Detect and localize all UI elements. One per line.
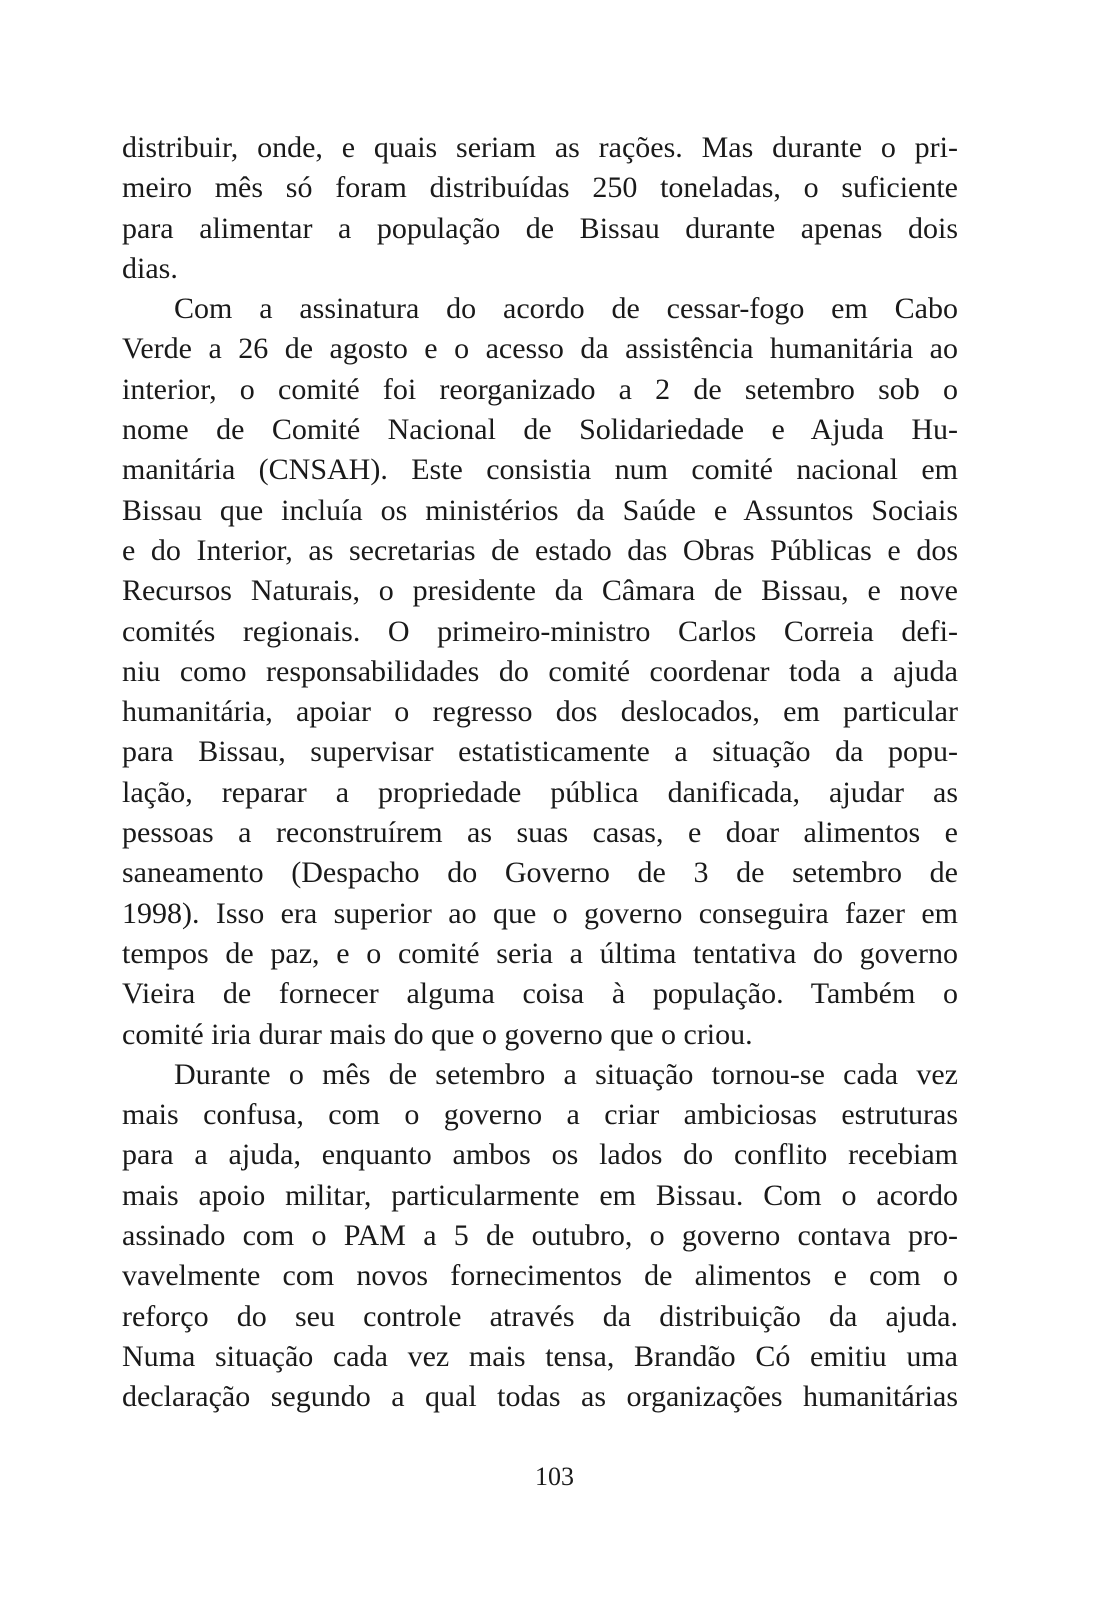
text-line: dias. [122, 251, 178, 285]
text-line: assinado com o PAM a 5 de outubro, o governo contava pro- [122, 1219, 958, 1253]
text-line: pessoas a reconstruírem as suas casas, e doar alimentos e [122, 816, 958, 850]
text-line: comité iria durar mais do que o governo que o criou. [122, 1017, 753, 1051]
text-line: nome de Comité Nacional de Solidariedade e Ajuda Hu- [122, 413, 958, 447]
text-line: mais apoio militar, particularmente em Bissau. Com o acordo [122, 1178, 958, 1212]
text-line: distribuir, onde, e quais seriam as rações. Mas durante o pri- [122, 131, 958, 164]
text-line: mais confusa, com o governo a criar ambiciosas estruturas [122, 1098, 958, 1132]
text-line: Recursos Naturais, o presidente da Câmara de Bissau, e nove [122, 574, 958, 608]
text-line: reforço do seu controle através da distribuição da ajuda. [122, 1299, 958, 1333]
text-line: 1998). Isso era superior ao que o governo conseguira fazer em [122, 896, 958, 930]
text-line: para a ajuda, enquanto ambos os lados do conflito recebiam [122, 1138, 958, 1172]
text-line: tempos de paz, e o comité seria a última tentativa do governo [122, 936, 958, 970]
text-line: Vieira de fornecer alguma coisa à população. Também o [122, 977, 958, 1011]
text-line: interior, o comité foi reorganizado a 2 de setembro sob o [122, 372, 958, 406]
text-line: humanitária, apoiar o regresso dos deslocados, em particular [122, 695, 958, 729]
text-line: comités regionais. O primeiro-ministro Carlos Correia defi- [122, 614, 958, 648]
text-line: para Bissau, supervisar estatisticamente a situação da popu- [122, 735, 958, 769]
text-line: niu como responsabilidades do comité coordenar toda a ajuda [122, 654, 958, 688]
text-line: manitária (CNSAH). Este consistia num comité nacional em [122, 453, 958, 487]
text-line: Numa situação cada vez mais tensa, Brandão Có emitiu uma [122, 1339, 958, 1373]
body-text [122, 128, 958, 1418]
text-line: lação, reparar a propriedade pública danificada, ajudar as [122, 775, 958, 809]
text-line: vavelmente com novos fornecimentos de alimentos e com o [122, 1259, 958, 1293]
text-line: e do Interior, as secretarias de estado das Obras Públicas e dos [122, 533, 958, 567]
page-number: 103 [535, 1462, 574, 1491]
text-line: Bissau que incluía os ministérios da Saúde e Assuntos Sociais [122, 493, 958, 527]
text-line: Verde a 26 de agosto e o acesso da assistência humanitária ao [122, 332, 958, 366]
text-line: meiro mês só foram distribuídas 250 toneladas, o suficiente [122, 171, 958, 205]
text-line: saneamento (Despacho do Governo de 3 de setembro de [122, 856, 958, 890]
text-line: para alimentar a população de Bissau durante apenas dois [122, 211, 958, 245]
text-line: declaração segundo a qual todas as organizações humanitárias [122, 1380, 958, 1414]
text-line: Durante o mês de setembro a situação tornou-se cada vez [174, 1057, 958, 1091]
text-line: Com a assinatura do acordo de cessar-fogo em Cabo [174, 292, 958, 326]
